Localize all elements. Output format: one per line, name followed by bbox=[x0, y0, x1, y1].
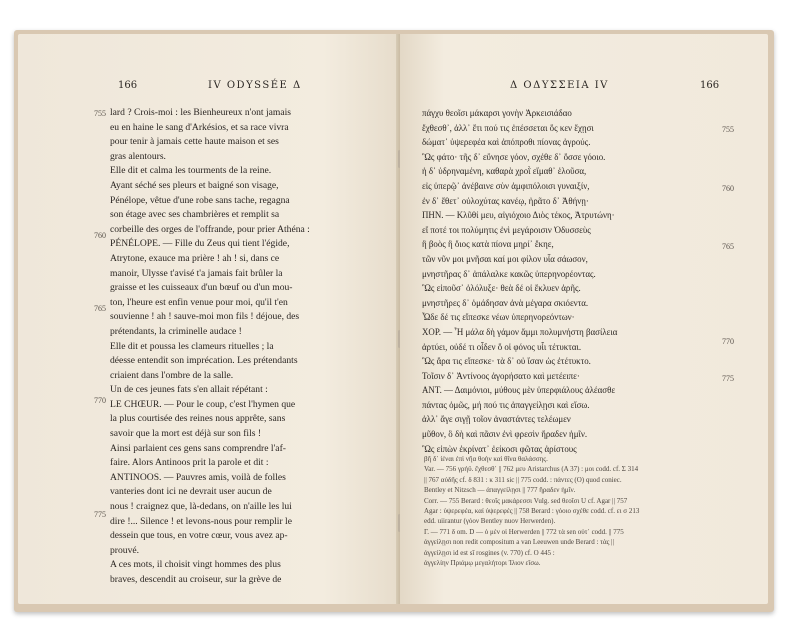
text-line: εἴ ποτέ τοι πολύμητις ἐνὶ μεγάροισιν Ὀδυσσεὺς bbox=[422, 224, 591, 235]
text-line: πάγχυ θεοῖσι μάκαρσι γονὴν Ἀρκεισιάδαο bbox=[422, 108, 572, 118]
text-line: ἀγγείλῃσι non redit compositum a van Leeuwen unde Berard : τὰς || bbox=[424, 538, 614, 547]
text-line: gras alentours. bbox=[110, 150, 166, 162]
text-line: ἡ δ᾽ ὑδρηναμένη, καθαρὰ χροῒ εἵμαθ᾽ ἑλοῦσα, bbox=[422, 166, 587, 177]
text-line: Ὣς ἄρα τις εἴπεσκε· τὰ δ᾽ οὐ ἴσαν ὡς ἐτέτυκτο. bbox=[422, 356, 591, 367]
line-number: 765 bbox=[94, 304, 106, 313]
text-line: pour tenir à jamais cette haute maison et ses bbox=[110, 136, 279, 148]
line-number: 770 bbox=[722, 337, 734, 346]
text-line: ἢ βοὸς ἢ ὄιος κατὰ πίονα μηρί᾽ ἔκηε, bbox=[422, 239, 554, 250]
text-line: ΠΗΝ. — Κλῦθί μευ, αἰγιόχοιο Διὸς τέκος, Ἀτρυτώνη· bbox=[422, 210, 615, 221]
text-line: lard ? Crois-moi : les Bienheureux n'ont jamais bbox=[110, 107, 292, 118]
text-line: μνηστῆρας δ᾽ ἀπάλαλκε κακῶς ὑπερηνορέοντας. bbox=[422, 268, 596, 279]
line-number: 755 bbox=[94, 109, 106, 118]
text-line: manoir, Ulysse t'avisé t'a jamais fait brûler la bbox=[110, 267, 283, 279]
text-line: corbeille des orges de l'offrande, pour prier Athéna : bbox=[110, 223, 310, 235]
text-line: Ὣς εἰποῦσ᾽ ὀλόλυξε· θεὰ δέ οἱ ἔκλυεν ἀρῆς. bbox=[422, 283, 581, 294]
text-line: ἀγγελίην Πριάμῳ μεγαλήτορι Ἰλιον εἴσω. bbox=[424, 558, 541, 567]
text-line: Elle dit et poussa les clameurs rituelles ; la bbox=[110, 340, 274, 352]
text-line: criaient dans l'ombre de la salle. bbox=[110, 369, 234, 381]
text-line: ANTINOOS. — Pauvres amis, voilà de folles bbox=[110, 471, 286, 483]
right-page-number: 166 bbox=[700, 80, 720, 91]
right-body-text bbox=[422, 106, 722, 456]
text-line: Ayant séché ses pleurs et baigné son visage, bbox=[110, 179, 279, 191]
text-line: prouvé. bbox=[110, 544, 140, 556]
text-line: braves, descendit au croiseur, sur la grève de bbox=[110, 574, 282, 585]
text-line: faire. Alors Antinoos prit la parole et dit : bbox=[110, 457, 269, 469]
text-line: τῶν νῦν μοι μνῆσαι καί μοι φίλον υἷα σάωσον, bbox=[422, 253, 588, 264]
text-line: dessein que tous, en votre cœur, vous avez ap- bbox=[110, 530, 288, 542]
text-line: ΧΟΡ. — Ἦ μάλα δὴ γάμον ἄμμι πολυμνήστη βασίλεια bbox=[422, 326, 618, 337]
text-line: Agar : ὑψερεφέα, καί ὑψερεφές || 758 Berard : γόοιο σχέθε codd. cf. ει σ 213 bbox=[424, 506, 640, 515]
line-number: 770 bbox=[94, 396, 106, 405]
text-line: ton, l'heure est enfin venue pour moi, qu'il t'en bbox=[110, 296, 288, 308]
critical-apparatus bbox=[424, 454, 724, 568]
text-line: || 767 αὐδῆς cf. δ 831 : κ 311 sic || 775 codd. : πάντες (O) quod coniec. bbox=[424, 475, 622, 484]
text-line: μνηστῆρες δ᾽ ὁμάδησαν ἀνὰ μέγαρα σκιόεντα. bbox=[422, 297, 589, 308]
text-line: souvienne ! ah ! sauve-moi mon fils ! déjoue, des bbox=[110, 311, 300, 323]
left-running-header: IV ODYSSÉE Δ bbox=[208, 80, 302, 91]
text-line: déesse entendit son imprécation. Les prétendants bbox=[110, 355, 298, 367]
text-line: ἀλλ᾽ ἄγε σιγῇ τοῖον ἀναστάντες τελέωμεν bbox=[422, 414, 571, 425]
right-running-header: Δ ΟΔΥΣΣΕΙΑ IV bbox=[510, 80, 609, 91]
text-line: dire !... Silence ! et levons-nous pour remplir le bbox=[110, 515, 292, 527]
text-line: ἀρτύει, οὐδέ τι οἶδεν ὅ οἱ φόνος υἷι τέτυκται. bbox=[422, 341, 582, 352]
text-line: βῆ δ᾽ ἰέναι ἐπὶ νῆα θοὴν καὶ θῖνα θαλάσσης. bbox=[424, 455, 548, 463]
text-line: graisse et les cuisseaux d'un bœuf ou d'un mou- bbox=[110, 282, 293, 294]
text-line: ΑΝΤ. — Δαιμόνιοι, μύθους μὲν ὑπερφιάλους ἀλέασθε bbox=[422, 385, 616, 396]
text-line: PÉNÉLOPE. — Fille du Zeus qui tient l'égide, bbox=[110, 238, 290, 250]
text-line: eu en haine le sang d'Arkésios, et sa race vivra bbox=[110, 121, 289, 133]
text-line: Τοῖσιν δ᾽ Ἀντίνοος ἀγορήσατο καὶ μετέειπε· bbox=[422, 370, 580, 381]
text-line: Var. — 756 γρήϋ. ἔχθεσθ᾽ || 762 μευ Aristarchus (A 37) : μοι codd. cf. Σ 314 bbox=[424, 465, 639, 474]
right-page bbox=[400, 34, 768, 604]
text-line: Elle dit et calma les tourments de la reine. bbox=[110, 165, 272, 177]
text-line: ἀγγείλῃσι id est sī rosgines (v. 770) cf. Ο 445 : bbox=[424, 548, 555, 557]
text-line: δώματ᾽ ὑψερεφέα καὶ ἀπόπροθι πίονας ἀγρούς. bbox=[422, 137, 591, 148]
text-line: Ὧδε δέ τις εἴπεσκε νέων ὑπερηνορεόντων· bbox=[422, 312, 575, 323]
text-line: πάντας ὁμῶς, μή πού τις ἀπαγγείλῃσι καὶ εἴσω. bbox=[422, 399, 590, 410]
left-body-text bbox=[110, 106, 395, 588]
line-number: 775 bbox=[722, 374, 734, 383]
text-line: A ces mots, il choisit vingt hommes des plus bbox=[110, 559, 281, 571]
line-number: 775 bbox=[94, 510, 106, 519]
text-line: LE CHŒUR. — Pour le coup, c'est l'hymen que bbox=[110, 398, 296, 410]
text-line: Pénélope, vêtue d'une robe sans tache, regagna bbox=[110, 194, 290, 206]
text-line: Ὣς εἰπὼν ἐκρίνατ᾽ ἐείκοσι φῶτας ἀρίστους bbox=[422, 443, 577, 454]
open-book bbox=[14, 30, 774, 612]
text-line: savoir que la mort est déjà sur son fils ! bbox=[110, 428, 262, 440]
text-line: edd. uiirantur (γόον Bentley nuov Herwerden). bbox=[424, 517, 556, 526]
left-page-number: 166 bbox=[118, 80, 138, 91]
text-line: εἰς ὑπερῷ᾽ ἀνέβαινε σὺν ἀμφιπόλοισι γυναιξίν, bbox=[422, 180, 590, 191]
left-page bbox=[18, 34, 400, 604]
text-line: Corr. — 755 Berard : θεοῖς μακάρεσσι Vulg. sed θεοῖσι U cf. Agar || 757 bbox=[424, 496, 628, 505]
text-line: Bentley et Nitzsch — ἀπαγγείλῃσι || 777 ἤραδεν ἡμῖν. bbox=[424, 486, 576, 495]
text-line: Ainsi parlaient ces gens sans comprendre l'af- bbox=[110, 442, 286, 454]
text-line: vanteries dont ici ne devrait user aucun de bbox=[110, 486, 272, 498]
text-line: nous ! craignez que, là-dedans, on n'aille les lui bbox=[110, 501, 292, 513]
line-number: 760 bbox=[722, 184, 734, 193]
line-number: 760 bbox=[94, 231, 106, 240]
text-line: Atrytone, exauce ma prière ! ah ! si, dans ce bbox=[110, 252, 280, 264]
line-number: 755 bbox=[722, 125, 734, 134]
text-line: μῦθον, ὃ δὴ καὶ πᾶσιν ἐνὶ φρεσὶν ἤραδεν ἡμῖν. bbox=[422, 429, 588, 440]
text-line: prétendants, la criminelle audace ! bbox=[110, 325, 242, 337]
text-line: Un de ces jeunes fats s'en allait répétant : bbox=[110, 384, 268, 396]
line-number: 765 bbox=[722, 242, 734, 251]
text-line: la plus courtisée des reines nous apprête, sans bbox=[110, 413, 286, 425]
text-line: son étage avec ses chambrières et remplit sa bbox=[110, 209, 280, 221]
text-line: ἔχθεσθ᾽, ἀλλ᾽ ἔτι πού τις ἐπέσσεται ὅς κεν ἔχῃσι bbox=[422, 122, 594, 133]
text-line: Γ. — 771 δ om. D — ὁ μὲν οἱ Herwerden || 772 τὰ sen οὐτ᾽ codd. || 775 bbox=[424, 527, 624, 536]
text-line: Ὣς φάτο· τῆς δ᾽ εὔνησε γόον, σχέθε δ᾽ ὄσσε γόοιο. bbox=[422, 151, 606, 162]
text-line: ἐν δ᾽ ἔθετ᾽ οὐλοχύτας κανέῳ, ἠρᾶτο δ᾽ Ἀθήνῃ· bbox=[422, 195, 589, 206]
